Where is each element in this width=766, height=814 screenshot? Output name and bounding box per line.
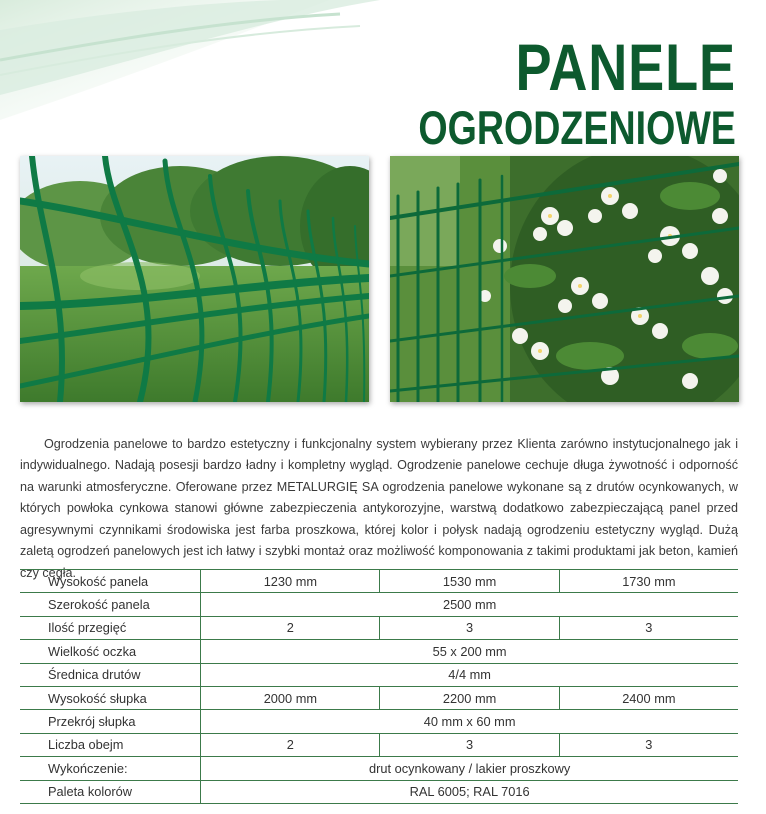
table-cell: RAL 6005; RAL 7016 <box>201 780 738 803</box>
table-row <box>20 640 738 663</box>
row-label: Szerokość panela <box>20 593 201 616</box>
table-cell: 3 <box>559 616 738 639</box>
table-row <box>20 593 738 616</box>
title-line-2: OGRODZENIOWE <box>418 101 736 154</box>
row-label: Wykończenie: <box>20 757 201 780</box>
row-label: Wysokość słupka <box>20 686 201 709</box>
fence-photo-park <box>20 156 369 402</box>
table-cell: 1730 mm <box>559 570 738 593</box>
table-cell: 2200 mm <box>380 686 559 709</box>
page-title <box>339 30 736 154</box>
row-label: Ilość przegięć <box>20 616 201 639</box>
table-cell: 55 x 200 mm <box>201 640 738 663</box>
row-label: Wielkość oczka <box>20 640 201 663</box>
table-cell: 40 mm x 60 mm <box>201 710 738 733</box>
title-line-1: PANELE <box>515 30 736 104</box>
table-cell: 3 <box>380 733 559 756</box>
table-cell: 2000 mm <box>201 686 380 709</box>
table-row <box>20 733 738 756</box>
row-label: Średnica drutów <box>20 663 201 686</box>
table-row <box>20 686 738 709</box>
table-cell: 2 <box>201 616 380 639</box>
table-cell: 2500 mm <box>201 593 738 616</box>
table-row <box>20 780 738 803</box>
row-label: Paleta kolorów <box>20 780 201 803</box>
table-cell: 3 <box>380 616 559 639</box>
row-label: Przekrój słupka <box>20 710 201 733</box>
table-cell: 1230 mm <box>201 570 380 593</box>
table-cell: 2 <box>201 733 380 756</box>
table-row <box>20 570 738 593</box>
product-description: Ogrodzenia panelowe to bardzo estetyczny i funkcjonalny system wybierany przez Klienta zarówno instytucjonalnego jak i indywidualnego. Nadają posesji bardzo ładny i kompletny wygląd. Ogrodzenie panelowe cechuje długa żywotność i odporność na warunki atmosferyczne. Oferowane przez METALURGIĘ SA ogrodzenia panelowe wykonane są z drutów ocynkowanych, w których powłoka cynkowa stanowi główne zabezpieczenia antykorozyjne, warstwą dodatkowo zabezpieczającą panel przed agresywnymi czynnikami środowiska jest farba proszkowa, której kolor i połysk nadają ogrodzeniu estetyczny wygląd. Dużą zaletą ogrodzeń panelowych jest ich łatwy i szybki montaż oraz możliwość komponowania z takimi produktami jak beton, kamień czy cegła. <box>20 436 738 580</box>
table-cell: drut ocynkowany / lakier proszkowy <box>201 757 738 780</box>
table-cell: 4/4 mm <box>201 663 738 686</box>
fence-photo-blossoms <box>390 156 739 402</box>
table-row <box>20 710 738 733</box>
table-cell: 1530 mm <box>380 570 559 593</box>
row-label: Wysokość panela <box>20 570 201 593</box>
spec-table <box>20 569 738 804</box>
row-label: Liczba obejm <box>20 733 201 756</box>
table-cell: 2400 mm <box>559 686 738 709</box>
table-row <box>20 757 738 780</box>
table-row <box>20 663 738 686</box>
table-cell: 3 <box>559 733 738 756</box>
table-row <box>20 616 738 639</box>
